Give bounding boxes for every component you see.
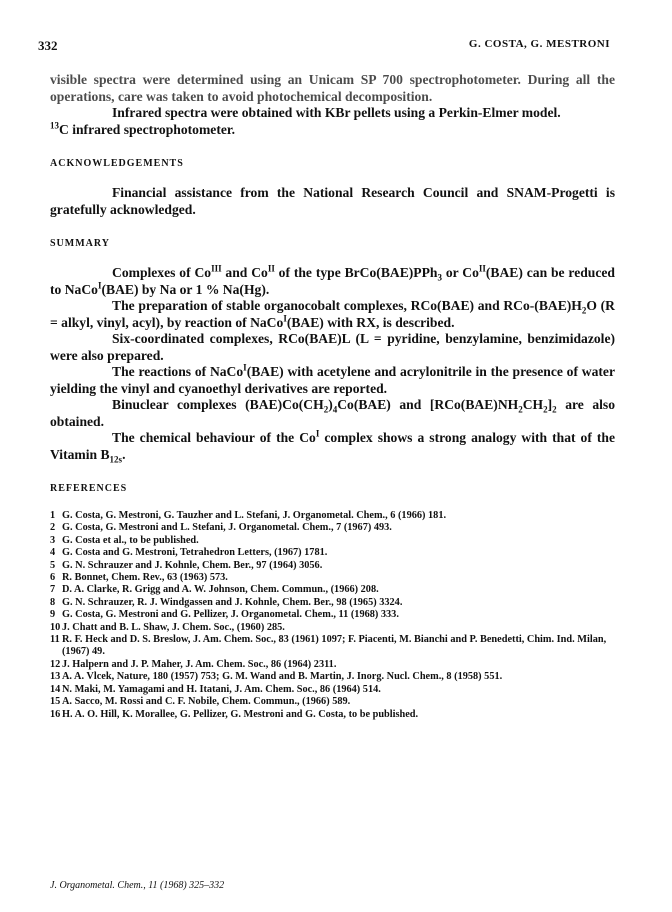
reference-item: 5 G. N. Schrauzer and J. Kohnle, Chem. Ber., 97 (1964) 3056. bbox=[50, 559, 323, 571]
infrared-paragraph: Infrared spectra were obtained with KBr pellets using a Perkin-Elmer model. $^{13}$C infrared spectrophotometer. bbox=[50, 105, 561, 137]
acknowledgements-text: Financial assistance from the National Research Council and SNAM-Progetti is gratefully acknowledged. bbox=[50, 185, 615, 217]
page-number: 332 bbox=[38, 38, 58, 53]
reference-item: 16 H. A. O. Hill, K. Morallee, G. Pellizer, G. Mestroni and G. Costa, to be published. bbox=[50, 708, 419, 720]
reference-item: 11 R. F. Heck and D. S. Breslow, J. Am. Chem. Soc., 83 (1961) 1097; F. Piacenti, M. Bianchi and P. Benedetti, Chim. Ind. Milan, (1967) 49. bbox=[50, 634, 607, 658]
article-body bbox=[50, 72, 615, 721]
reference-item: 8 G. N. Schrauzer, R. J. Windgassen and J. Kohnle, Chem. Ber., 98 (1965) 3324. bbox=[50, 596, 403, 608]
summary-paragraph-1: Complexes of $Co^{III}$ and $Co^{II}$ of the type BrCo(BAE)PPh$_3$ or $Co^{II}(BAE)$ can be reduced to NaCo$^I$(BAE) by Na or 1 % Na(Hg). bbox=[50, 263, 615, 297]
reference-item: 1 G. Costa, G. Mestroni, G. Tauzher and L. Stefani, J. Organometal. Chem., 6 (1966) 181. bbox=[50, 510, 447, 521]
journal-footer: J. Organometal. Chem., 11 (1968) 325–332 bbox=[50, 880, 225, 891]
reference-list bbox=[50, 510, 615, 721]
summary-paragraph-2: The preparation of stable organocobalt complexes, RCo(BAE) and RCo-$(BAE)H_2O$ (R = alkyl, vinyl, acyl), by reaction of NaCo$^I$(BAE) with RX, is described. bbox=[50, 298, 615, 330]
reference-item: 2 G. Costa, G. Mestroni and L. Stefani, J. Organometal. Chem., 7 (1967) 493. bbox=[50, 522, 392, 534]
reference-item: 14 N. Maki, M. Yamagami and H. Itatani, J. Am. Chem. Soc., 86 (1964) 514. bbox=[50, 683, 381, 695]
running-head-authors: G. COSTA, G. MESTRONI bbox=[468, 38, 610, 50]
summary-paragraph-4: The reactions of NaCo$^I$(BAE) with acetylene and acrylonitrile in the presence of water yielding the vinyl and cyanoethyl derivatives are reported. bbox=[50, 362, 615, 396]
running-header bbox=[38, 38, 610, 54]
reference-item: 4 G. Costa and G. Mestroni, Tetrahedron Letters, (1967) 1781. bbox=[50, 547, 328, 559]
reference-item: 15 A. Sacco, M. Rossi and C. F. Nobile, Chem. Commun., (1966) 589. bbox=[50, 696, 351, 708]
reference-item: 10 J. Chatt and B. L. Shaw, J. Chem. Soc., (1960) 285. bbox=[50, 621, 285, 633]
summary-heading: SUMMARY bbox=[50, 238, 110, 249]
reference-item: 9 G. Costa, G. Mestroni and G. Pellizer, J. Organometal. Chem., 11 (1968) 333. bbox=[50, 609, 399, 621]
references-heading: REFERENCES bbox=[50, 483, 128, 494]
intro-paragraph: visible spectra were determined using an Unicam SP 700 spectrophotometer. During all the operations, care was taken to avoid photochemical decomposition. bbox=[50, 72, 615, 104]
reference-item: 12 J. Halpern and J. P. Maher, J. Am. Chem. Soc., 86 (1964) 2311. bbox=[50, 658, 337, 670]
reference-item: 13 A. A. Vlcek, Nature, 180 (1957) 753; G. M. Wand and B. Martin, J. Inorg. Nucl. Chem., 8 (1958) 551. bbox=[50, 671, 503, 683]
summary-paragraph-6: The chemical behaviour of the $Co^I$ complex shows a strong analogy with that of the Vitamin $B_{12s}$. bbox=[50, 428, 616, 465]
reference-item: 6 R. Bonnet, Chem. Rev., 63 (1963) 573. bbox=[50, 572, 228, 584]
summary-paragraph-5: Binuclear complexes $(BAE)Co(CH_2)_4Co(BAE)$ and $[RCo(BAE)NH_2CH_2]_2$ are also obtained. bbox=[50, 397, 616, 429]
reference-item: 7 D. A. Clarke, R. Grigg and A. W. Johnson, Chem. Commun., (1966) 208. bbox=[50, 584, 379, 596]
reference-item: 3 G. Costa et al., to be published. bbox=[50, 534, 199, 546]
acknowledgements-heading: ACKNOWLEDGEMENTS bbox=[50, 158, 184, 169]
summary-paragraph-3: Six-coordinated complexes, RCo(BAE)L (L = pyridine, benzylamine, benzimidazole) were also prepared. bbox=[50, 331, 615, 363]
